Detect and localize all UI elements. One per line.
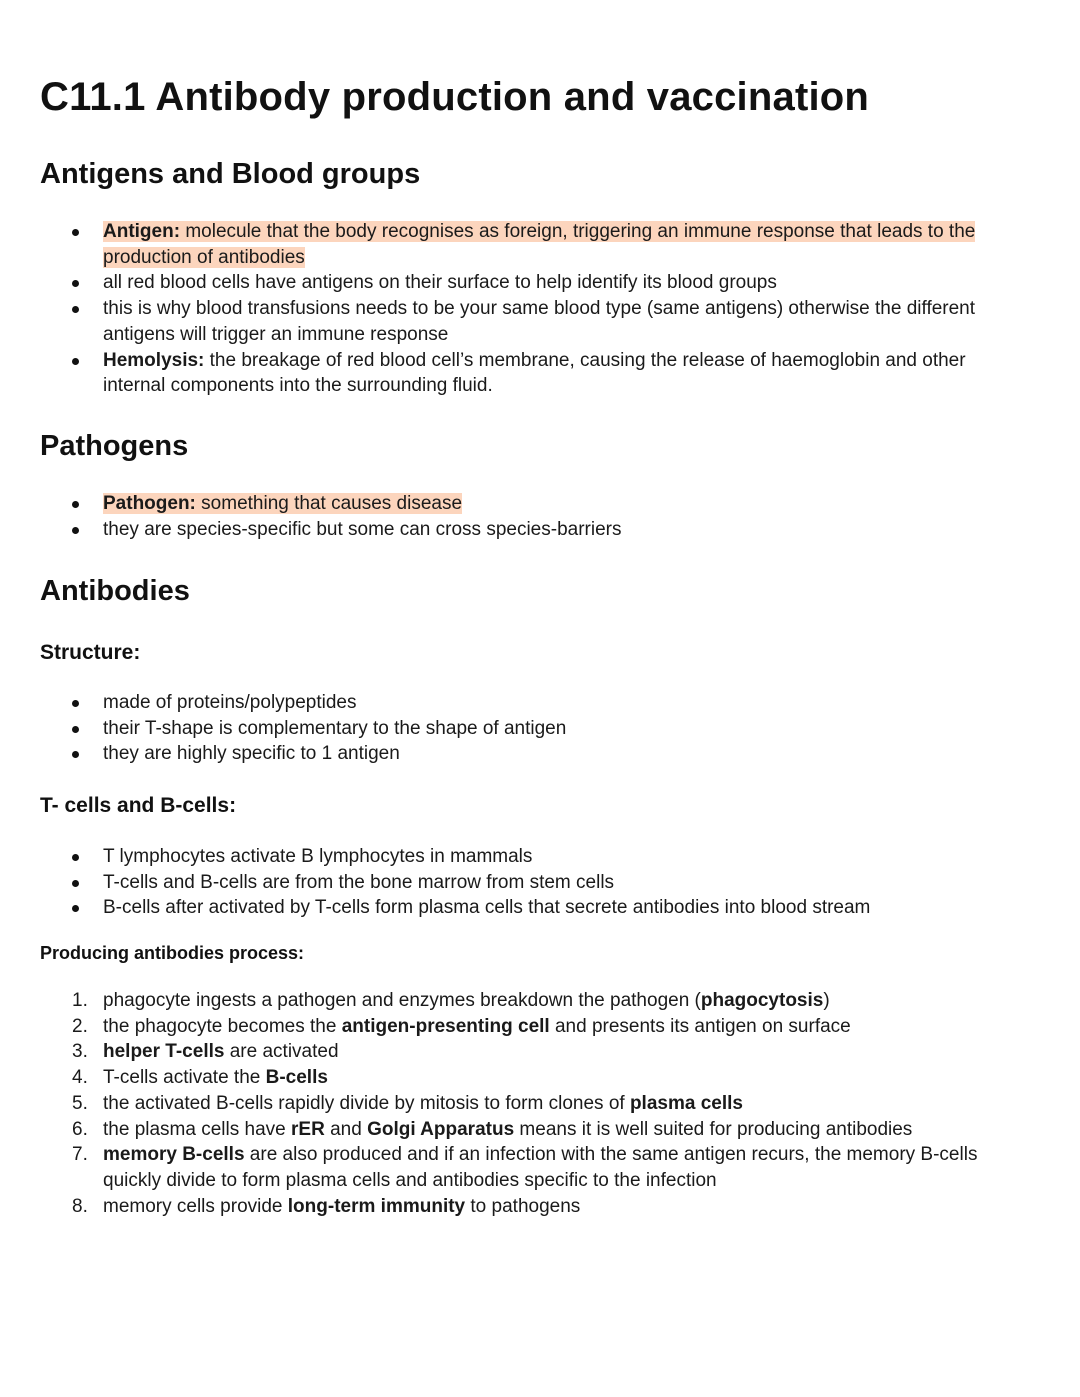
step-number: 5. bbox=[72, 1092, 88, 1114]
step-bold-term: memory B-cells bbox=[103, 1144, 245, 1166]
step-text: and presents its antigen on surface bbox=[549, 1015, 851, 1037]
step-text: are activated bbox=[224, 1041, 339, 1063]
highlighted-definition bbox=[103, 493, 462, 514]
process-step bbox=[40, 1117, 1020, 1143]
definition-text: the breakage of red blood cell’s membrane, causing the release of haemoglobin and other internal components into the surrounding fluid. bbox=[103, 349, 966, 397]
step-number: 7. bbox=[72, 1144, 88, 1166]
subheading-structure: Structure: bbox=[40, 641, 141, 664]
step-text: phagocyte ingests a pathogen and enzymes breakdown the pathogen ( bbox=[103, 990, 701, 1011]
process-step bbox=[40, 1091, 1020, 1117]
pathogens-list bbox=[40, 491, 1020, 542]
list-item: all red blood cells have antigens on their surface to help identify its blood groups bbox=[40, 270, 1020, 296]
section-heading-antigens: Antigens and Blood groups bbox=[40, 158, 421, 190]
list-item: this is why blood transfusions needs to be your same blood type (same antigens) otherwise the different antigens will trigger an immune response bbox=[40, 296, 1020, 347]
process-step bbox=[40, 1014, 1020, 1040]
step-text: to pathogens bbox=[465, 1195, 581, 1217]
step-number: 4. bbox=[72, 1067, 88, 1089]
list-item bbox=[40, 219, 1020, 270]
list-item bbox=[40, 348, 1020, 399]
step-text: are also produced and if an infection with the same antigen recurs, the memory B-cells quickly divide to form plasma cells and antibodies specific to the infection bbox=[103, 1144, 978, 1191]
step-text: memory cells provide bbox=[103, 1195, 288, 1217]
definition-text: molecule that the body recognises as foreign, triggering an immune response that leads to the production of antibodies bbox=[103, 221, 976, 268]
structure-list bbox=[40, 690, 1020, 767]
definition-text: something that causes disease bbox=[195, 493, 463, 514]
step-text: ) bbox=[823, 990, 830, 1011]
section-heading-pathogens: Pathogens bbox=[40, 430, 189, 462]
process-steps-list bbox=[40, 988, 1020, 1219]
step-number: 8. bbox=[72, 1195, 88, 1217]
list-item: B-cells after activated by T-cells form plasma cells that secrete antibodies into blood stream bbox=[40, 895, 1020, 921]
step-bold-term: long-term immunity bbox=[287, 1195, 466, 1217]
step-bold-term: B-cells bbox=[265, 1067, 328, 1089]
page-title: C11.1 Antibody production and vaccination bbox=[40, 75, 870, 119]
step-bold-term: Golgi Apparatus bbox=[367, 1118, 515, 1140]
list-item: T lymphocytes activate B lymphocytes in mammals bbox=[40, 844, 1020, 870]
step-bold-term: rER bbox=[291, 1118, 325, 1140]
list-item: they are highly specific to 1 antigen bbox=[40, 741, 1020, 767]
step-text: the phagocyte becomes the bbox=[103, 1015, 342, 1037]
subheading-process: Producing antibodies process: bbox=[40, 943, 305, 963]
process-step bbox=[40, 988, 1020, 1014]
step-number: 6. bbox=[72, 1118, 88, 1140]
term-pathogen: Pathogen: bbox=[103, 493, 196, 514]
step-text: means it is well suited for producing antibodies bbox=[514, 1118, 913, 1140]
step-text: the plasma cells have bbox=[103, 1118, 291, 1140]
step-bold-term: phagocytosis bbox=[700, 990, 824, 1011]
list-item: T-cells and B-cells are from the bone marrow from stem cells bbox=[40, 870, 1020, 896]
step-number: 1. bbox=[72, 990, 88, 1011]
step-number: 2. bbox=[72, 1015, 88, 1037]
tb-cells-list bbox=[40, 844, 1020, 921]
highlighted-definition bbox=[103, 221, 975, 268]
process-step bbox=[40, 1194, 1020, 1220]
process-step bbox=[40, 1065, 1020, 1091]
term-hemolysis: Hemolysis: bbox=[103, 349, 205, 371]
step-bold-term: plasma cells bbox=[629, 1092, 743, 1114]
step-bold-term: helper T-cells bbox=[103, 1041, 225, 1063]
step-text: the activated B-cells rapidly divide by mitosis to form clones of bbox=[103, 1092, 630, 1114]
term-antigen: Antigen: bbox=[103, 221, 181, 242]
list-item: they are species-specific but some can cross species-barriers bbox=[40, 517, 1020, 543]
step-number: 3. bbox=[72, 1041, 88, 1063]
list-item bbox=[40, 491, 1020, 517]
list-item: their T-shape is complementary to the shape of antigen bbox=[40, 716, 1020, 742]
step-text: T-cells activate the bbox=[103, 1067, 266, 1089]
process-step bbox=[40, 1039, 1020, 1065]
antigens-list bbox=[40, 219, 1020, 399]
subheading-tb-cells: T- cells and B-cells: bbox=[40, 794, 237, 817]
process-step bbox=[40, 1142, 1020, 1193]
step-text: and bbox=[324, 1118, 368, 1140]
list-item: made of proteins/polypeptides bbox=[40, 690, 1020, 716]
section-heading-antibodies: Antibodies bbox=[40, 575, 190, 607]
step-bold-term: antigen-presenting cell bbox=[341, 1015, 550, 1037]
